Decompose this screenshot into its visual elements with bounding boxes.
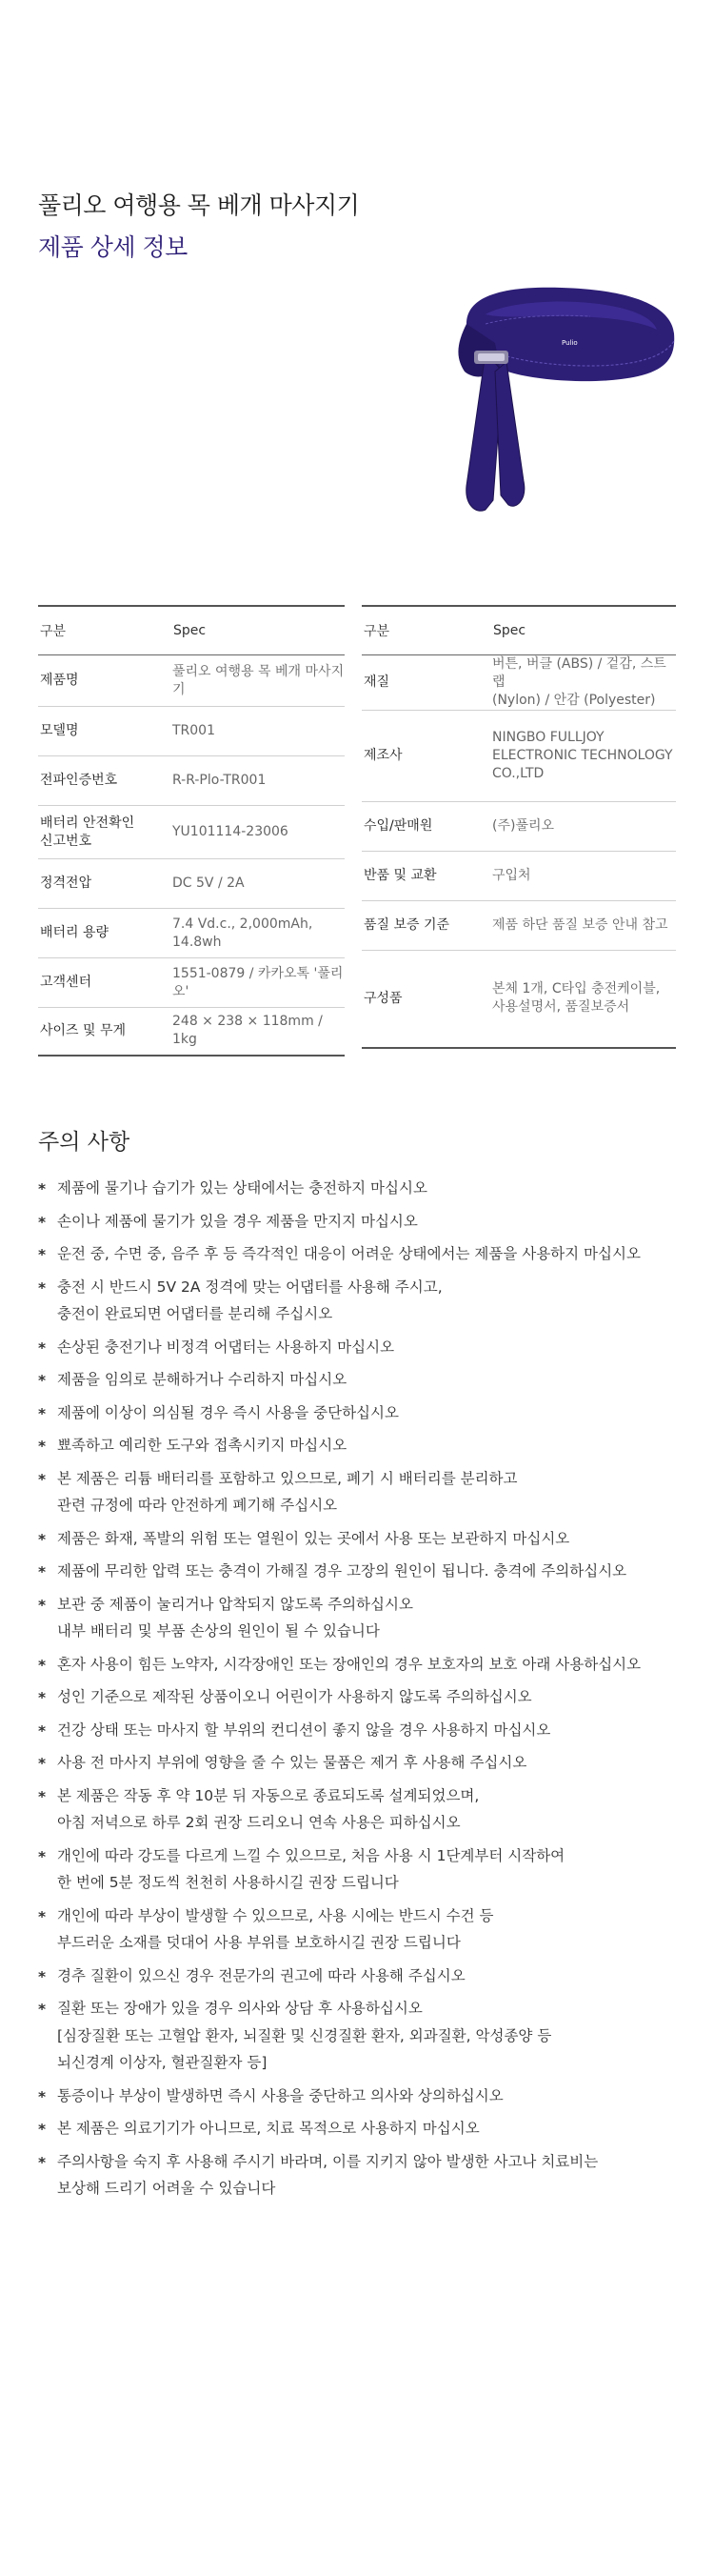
- caution-item: * 사용 전 마사지 부위에 영향을 줄 수 있는 물품은 제거 후 사용해 주십시오: [38, 1749, 685, 1777]
- spec-header-category: 구분: [362, 606, 492, 655]
- caution-item: * 운전 중, 수면 중, 음주 후 등 즉각적인 대응이 어려운 상태에서는 제품을 사용하지 마십시오: [38, 1240, 685, 1268]
- spec-row: [38, 909, 345, 958]
- spec-label: 모델명: [38, 707, 172, 756]
- caution-item: * 제품에 물기나 습기가 있는 상태에서는 충전하지 마십시오: [38, 1175, 685, 1202]
- spec-value: 버튼, 버클 (ABS) / 겉감, 스트랩 (Nylon) / 안감 (Polyester): [492, 655, 676, 711]
- spec-value: 풀리오 여행용 목 베개 마사지기: [172, 655, 345, 707]
- spec-label: 재질: [362, 655, 492, 711]
- spec-value: 구입처: [492, 852, 676, 901]
- caution-item: * 개인에 따라 부상이 발생할 수 있으므로, 사용 시에는 반드시 수건 등 부드러운 소재를 덧대어 사용 부위를 보호하시길 권장 드립니다: [38, 1902, 685, 1957]
- spec-header-spec: Spec: [492, 606, 676, 655]
- spec-label: 사이즈 및 무게: [38, 1008, 172, 1056]
- caution-item: * 제품에 무리한 압력 또는 충격이 가해질 경우 고장의 원인이 됩니다. 충격에 주의하십시오: [38, 1558, 685, 1585]
- caution-item: * 뾰족하고 예리한 도구와 접촉시키지 마십시오: [38, 1432, 685, 1459]
- caution-item: * 보관 중 제품이 눌리거나 압착되지 않도록 주의하십시오 내부 배터리 및 부품 손상의 원인이 될 수 있습니다: [38, 1591, 685, 1645]
- spec-row: [38, 1008, 345, 1056]
- neck-pillow-product-image: [447, 286, 681, 543]
- caution-item: * 충전 시 반드시 5V 2A 정격에 맞는 어댑터를 사용해 주시고, 충전이 완료되면 어댑터를 분리해 주십시오: [38, 1274, 685, 1328]
- spec-value: (주)풀리오: [492, 802, 676, 852]
- caution-item: * 본 제품은 작동 후 약 10분 뒤 자동으로 종료되도록 설계되었으며, 아침 저녁으로 하루 2회 권장 드리오니 연속 사용은 피하십시오: [38, 1782, 685, 1837]
- spec-value: 7.4 Vd.c., 2,000mAh, 14.8wh: [172, 909, 345, 958]
- spec-label: 고객센터: [38, 958, 172, 1008]
- spec-label: 배터리 안전확인 신고번호: [38, 806, 172, 859]
- caution-item: * 혼자 사용이 힘든 노약자, 시각장애인 또는 장애인의 경우 보호자의 보호 아래 사용하십시오: [38, 1651, 685, 1679]
- caution-item: * 손상된 충전기나 비정격 어댑터는 사용하지 마십시오: [38, 1334, 685, 1361]
- caution-section-title: 주의 사항: [38, 1130, 130, 1155]
- spec-value: DC 5V / 2A: [172, 859, 345, 909]
- spec-label: 수입/판매원: [362, 802, 492, 852]
- caution-item: * 제품을 임의로 분해하거나 수리하지 마십시오: [38, 1366, 685, 1394]
- spec-header-spec: Spec: [172, 606, 345, 655]
- caution-item: * 질환 또는 장애가 있을 경우 의사와 상담 후 사용하십시오 [심장질환 또는 고혈압 환자, 뇌질환 및 신경질환 환자, 외과질환, 악성종양 등 뇌신경계 이상자, 혈관질환자 등]: [38, 1995, 685, 2077]
- caution-item: * 본 제품은 의료기기가 아니므로, 치료 목적으로 사용하지 마십시오: [38, 2115, 685, 2143]
- spec-row: [362, 852, 676, 901]
- caution-item: * 통증이나 부상이 발생하면 즉시 사용을 중단하고 의사와 상의하십시오: [38, 2083, 685, 2110]
- caution-item: * 건강 상태 또는 마사지 할 부위의 컨디션이 좋지 않을 경우 사용하지 마십시오: [38, 1717, 685, 1744]
- spec-label: 제조사: [362, 711, 492, 802]
- spec-label: 품질 보증 기준: [362, 901, 492, 951]
- spec-row: [362, 711, 676, 802]
- spec-label: 구성품: [362, 951, 492, 1048]
- spec-row: [362, 901, 676, 951]
- spec-row: [38, 655, 345, 707]
- spec-value: TR001: [172, 707, 345, 756]
- caution-item: * 손이나 제품에 물기가 있을 경우 제품을 만지지 마십시오: [38, 1208, 685, 1236]
- spec-label: 반품 및 교환: [362, 852, 492, 901]
- spec-row: [362, 802, 676, 852]
- spec-value: 248 × 238 × 118mm / 1kg: [172, 1008, 345, 1056]
- spec-row: [38, 958, 345, 1008]
- spec-row: [38, 859, 345, 909]
- caution-item: * 경추 질환이 있으신 경우 전문가의 권고에 따라 사용해 주십시오: [38, 1962, 685, 1990]
- caution-item: * 제품은 화재, 폭발의 위험 또는 열원이 있는 곳에서 사용 또는 보관하지 마십시오: [38, 1525, 685, 1553]
- spec-label: 배터리 용량: [38, 909, 172, 958]
- spec-value: YU101114-23006: [172, 806, 345, 859]
- caution-item: * 주의사항을 숙지 후 사용해 주시기 바라며, 이를 지키지 않아 발생한 사고나 치료비는 보상해 드리기 어려울 수 있습니다: [38, 2148, 685, 2203]
- product-logo-text: Pulio: [562, 339, 578, 347]
- spec-value: R-R-Plo-TR001: [172, 756, 345, 806]
- spec-label: 전파인증번호: [38, 756, 172, 806]
- spec-header-category: 구분: [38, 606, 172, 655]
- spec-label: 제품명: [38, 655, 172, 707]
- spec-value: 본체 1개, C타입 충전케이블, 사용설명서, 품질보증서: [492, 951, 676, 1048]
- spec-header-row: [362, 606, 676, 655]
- spec-row: [362, 951, 676, 1048]
- spec-value: 제품 하단 품질 보증 안내 참고: [492, 901, 676, 951]
- page-title: 풀리오 여행용 목 베개 마사지기: [38, 191, 360, 219]
- spec-row: [362, 655, 676, 711]
- caution-item: * 성인 기준으로 제작된 상품이오니 어린이가 사용하지 않도록 주의하십시오: [38, 1683, 685, 1711]
- caution-item: * 개인에 따라 강도를 다르게 느낄 수 있으므로, 처음 사용 시 1단계부터 시작하여 한 번에 5분 정도씩 천천히 사용하시길 권장 드립니다: [38, 1842, 685, 1897]
- spec-table-left: [38, 605, 345, 1057]
- caution-item: * 제품에 이상이 의심될 경우 즉시 사용을 중단하십시오: [38, 1399, 685, 1427]
- spec-value: NINGBO FULLJOY ELECTRONIC TECHNOLOGY CO.,LTD: [492, 711, 676, 802]
- spec-value: 1551-0879 / 카카오톡 '풀리오': [172, 958, 345, 1008]
- spec-header-row: [38, 606, 345, 655]
- spec-row: [38, 707, 345, 756]
- caution-item: * 본 제품은 리튬 배터리를 포함하고 있으므로, 폐기 시 배터리를 분리하고 관련 규정에 따라 안전하게 폐기해 주십시오: [38, 1465, 685, 1519]
- spec-table-right: [362, 605, 676, 1049]
- spec-row: [38, 806, 345, 859]
- spec-row: [38, 756, 345, 806]
- page-subtitle: 제품 상세 정보: [38, 233, 188, 261]
- spec-label: 정격전압: [38, 859, 172, 909]
- caution-list: [38, 1175, 685, 2208]
